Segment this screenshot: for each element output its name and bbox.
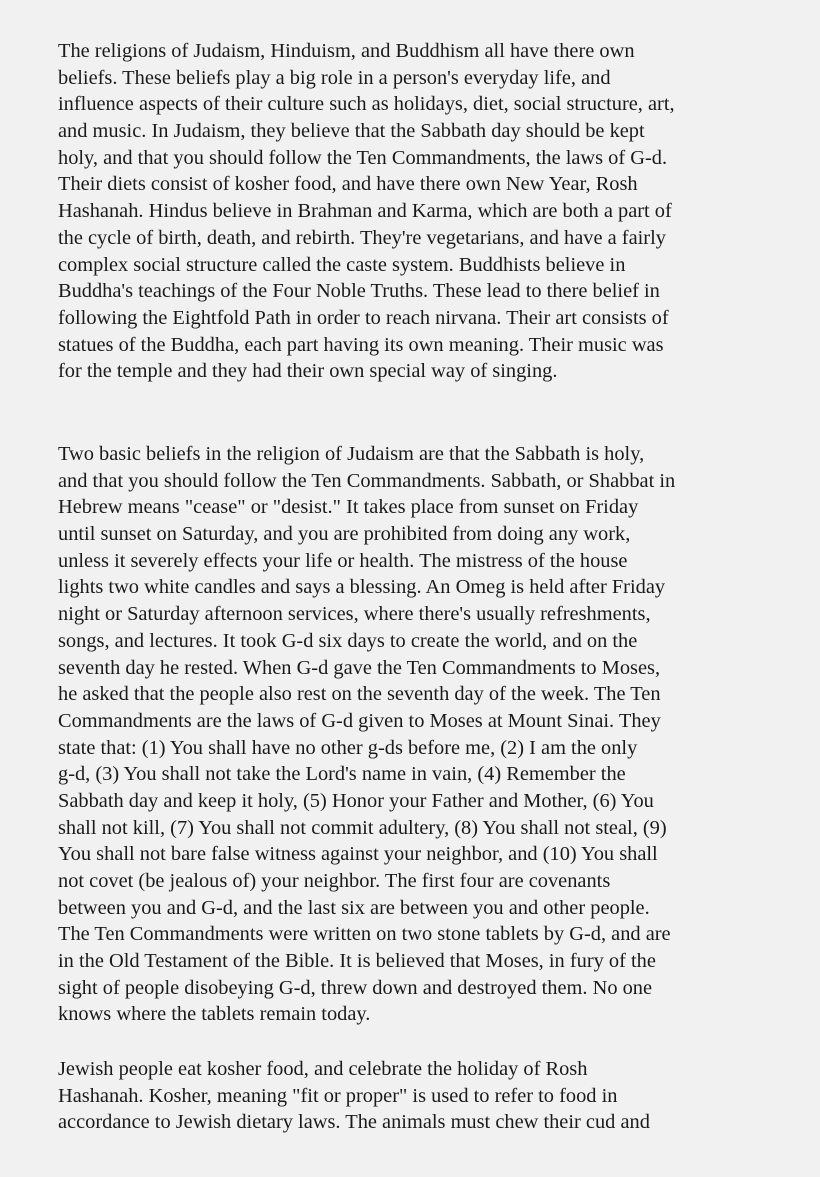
text-line: and that you should follow the Ten Commandments. Sabbath, or Shabbat in — [58, 469, 676, 492]
text-line: following the Eightfold Path in order to reach nirvana. Their art consists of — [58, 306, 669, 329]
text-line: sight of people disobeying G-d, threw down and destroyed them. No one — [58, 976, 653, 999]
text-line: seventh day he rested. When G-d gave the Ten Commandments to Moses, — [58, 656, 661, 679]
text-line: for the temple and they had their own special way of singing. — [58, 360, 558, 383]
text-line: Commandments are the laws of G-d given to Moses at Mount Sinai. They — [58, 709, 661, 732]
text-line: the cycle of birth, death, and rebirth. They're vegetarians, and have a fairly — [58, 226, 666, 249]
paragraph-religions-overview — [58, 38, 675, 385]
text-line: complex social structure called the caste system. Buddhists believe in — [58, 253, 626, 276]
text-line: until sunset on Saturday, and you are prohibited from doing any work, — [58, 523, 631, 546]
text-line: Sabbath day and keep it holy, (5) Honor your Father and Mother, (6) You — [58, 789, 654, 812]
text-line: and music. In Judaism, they believe that the Sabbath day should be kept — [58, 120, 645, 143]
text-line: Their diets consist of kosher food, and have there own New Year, Rosh — [58, 173, 638, 196]
text-line: not covet (be jealous of) your neighbor. The first four are covenants — [58, 870, 611, 892]
paragraph-kosher-food — [58, 1056, 650, 1136]
text-line: The Ten Commandments were written on two stone tablets by G-d, and are — [58, 923, 671, 946]
text-line: holy, and that you should follow the Ten Commandments, the laws of G-d. — [58, 146, 668, 169]
text-line: Hebrew means "cease" or "desist." It takes place from sunset on Friday — [58, 496, 639, 519]
text-line: in the Old Testament of the Bible. It is believed that Moses, in fury of the — [58, 950, 656, 973]
text-line: unless it severely effects your life or health. The mistress of the house — [58, 549, 628, 572]
text-line: knows where the tablets remain today. — [58, 1003, 371, 1026]
text-line: songs, and lectures. It took G-d six days to create the world, and on the — [58, 629, 638, 652]
text-line: g-d, (3) You shall not take the Lord's name in vain, (4) Remember the — [58, 763, 626, 786]
text-line: state that: (1) You shall have no other g-ds before me, (2) I am the only — [58, 736, 638, 759]
paragraph-judaism-beliefs — [58, 441, 675, 1028]
text-line: accordance to Jewish dietary laws. The animals must chew their cud and — [58, 1111, 650, 1134]
text-line: Buddha's teachings of the Four Noble Truths. These lead to there belief in — [58, 280, 660, 303]
text-line: Jewish people eat kosher food, and celebrate the holiday of Rosh — [58, 1058, 588, 1080]
text-line: shall not kill, (7) You shall not commit adultery, (8) You shall not steal, (9) — [58, 816, 667, 839]
text-line: The religions of Judaism, Hinduism, and Buddhism all have there own — [58, 40, 635, 62]
text-line: beliefs. These beliefs play a big role in a person's everyday life, and — [58, 66, 611, 89]
text-line: between you and G-d, and the last six are between you and other people. — [58, 896, 650, 919]
text-line: influence aspects of their culture such as holidays, diet, social structure, art, — [58, 93, 675, 116]
text-line: You shall not bare false witness against your neighbor, and (10) You shall — [58, 843, 658, 866]
text-line: Hashanah. Hindus believe in Brahman and Karma, which are both a part of — [58, 200, 672, 223]
text-line: Two basic beliefs in the religion of Judaism are that the Sabbath is holy, — [58, 443, 645, 465]
text-line: Hashanah. Kosher, meaning "fit or proper" is used to refer to food in — [58, 1084, 618, 1107]
text-line: he asked that the people also rest on the seventh day of the week. The Ten — [58, 683, 661, 706]
text-line: lights two white candles and says a blessing. An Omeg is held after Friday — [58, 576, 666, 599]
text-line: night or Saturday afternoon services, where there's usually refreshments, — [58, 603, 651, 626]
text-line: statues of the Buddha, each part having its own meaning. Their music was — [58, 333, 664, 356]
